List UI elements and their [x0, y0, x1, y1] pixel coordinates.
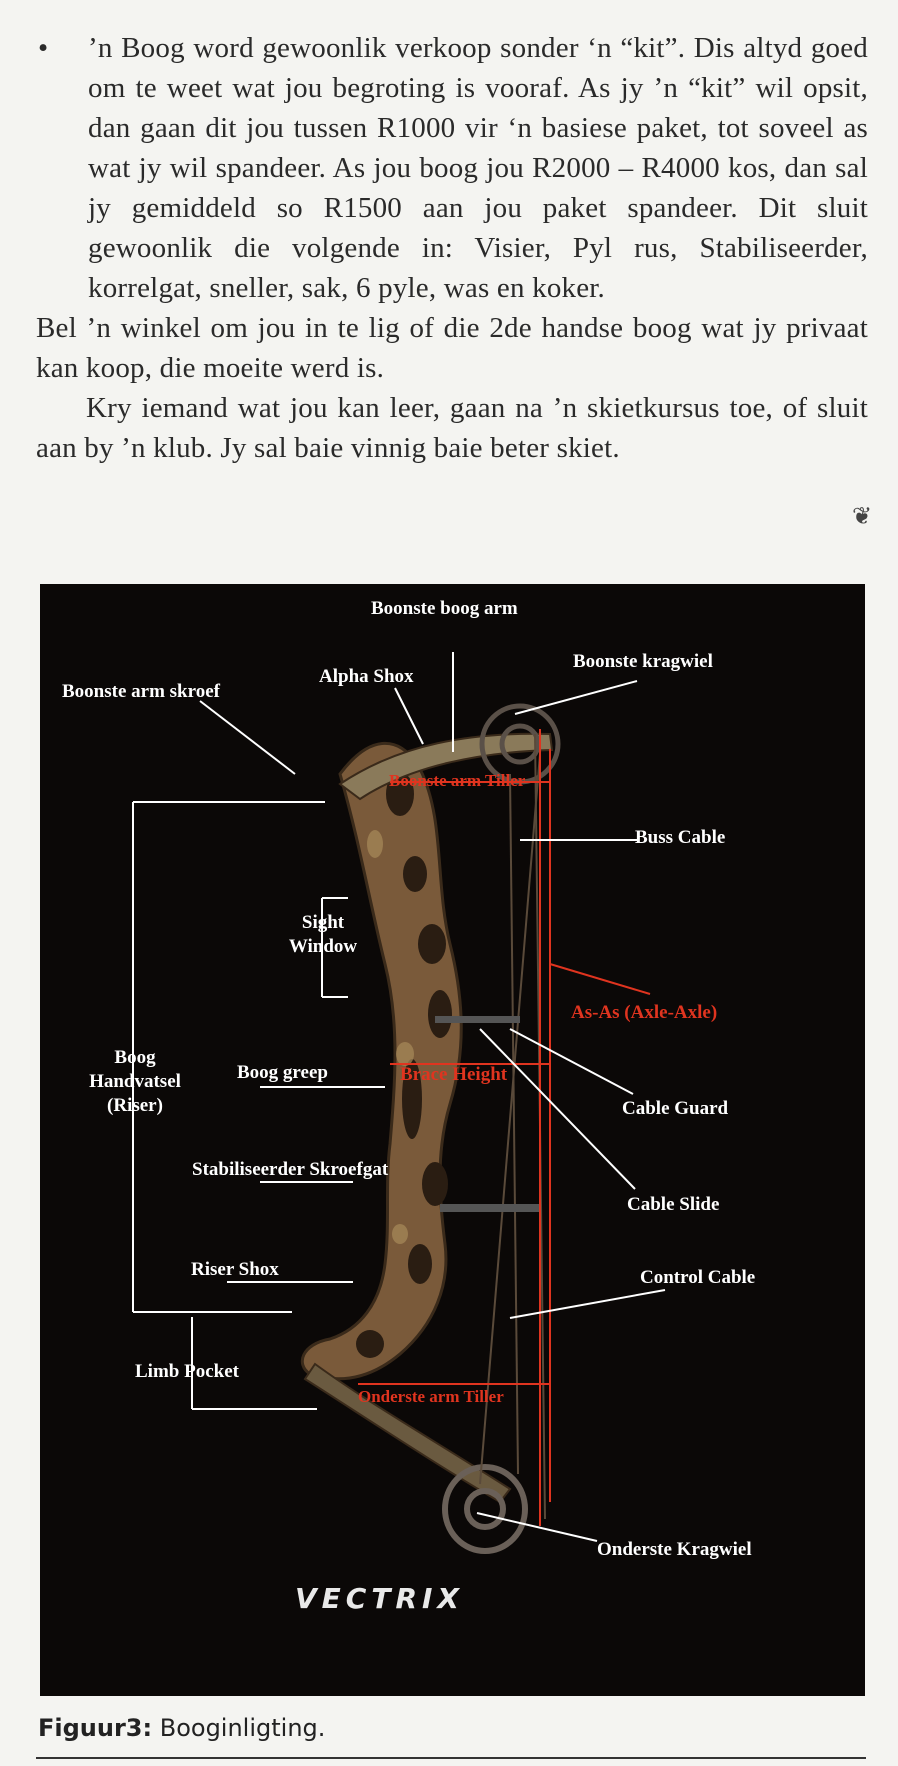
stabilizer-rod	[440, 1204, 540, 1212]
label-control-cable: Control Cable	[640, 1267, 756, 1288]
figure-caption	[38, 1714, 325, 1742]
bullet-item	[36, 28, 868, 308]
label-riser: (Riser)	[107, 1095, 163, 1116]
label-onderste-kragwiel: Onderste Kragwiel	[597, 1539, 752, 1560]
label-boonste-arm-skroef: Boonste arm skroef	[62, 681, 220, 702]
label-as-as: As-As (Axle-Axle)	[571, 1002, 718, 1023]
label-handvatsel: Handvatsel	[89, 1071, 181, 1092]
label-cable-slide: Cable Slide	[627, 1194, 720, 1215]
caption-prefix: Figuur3:	[38, 1714, 153, 1742]
label-sight: Sight	[301, 912, 345, 933]
bottom-rule	[36, 1757, 866, 1759]
label-window: Window	[288, 936, 358, 957]
label-boonste-kragwiel: Boonste kragwiel	[573, 651, 713, 672]
caption-text: Booginligting.	[152, 1714, 326, 1742]
label-riser-shox: Riser Shox	[191, 1259, 279, 1280]
label-boog-greep: Boog greep	[237, 1062, 328, 1083]
paragraph-2: Bel ’n winkel om jou in te lig of die 2de handse boog wat jy privaat kan koop, die moeite werd is.	[36, 312, 868, 384]
bow-diagram	[40, 584, 865, 1696]
body-text	[36, 28, 868, 468]
brand-logo: VECTRIX	[295, 1582, 465, 1615]
paragraph-3: Kry iemand wat jou kan leer, gaan na ’n skietkursus toe, of sluit aan by ’n klub. Jy sal baie vinnig baie beter skiet.	[36, 392, 868, 464]
label-boonste-arm-tiller: Boonste arm Tiller	[389, 771, 526, 790]
label-boonste-boog-arm: Boonste boog arm	[371, 598, 518, 619]
bullet-paragraph: ’n Boog word gewoonlik verkoop sonder ‘n “kit”. Dis altyd goed om te weet wat jou begroting is vooraf. As jy ’n “kit” wil opsit, dan gaan dit jou tussen R1000 vir ‘n basiese paket, tot soveel as wat jy wil spandeer. As jou boog jou R2000 – R4000 kos, dan sal jy gemiddeld so R1500 aan jou paket spandeer. Dit sluit gewoonlik die volgende in: Visier, Pyl rus, Stabiliseerder, korrelgat, sneller, sak, 6 pyle, was en koker.	[88, 32, 868, 304]
label-buss-cable: Buss Cable	[635, 827, 726, 848]
bullet-symbol: •	[38, 32, 49, 64]
label-boog: Boog	[114, 1047, 156, 1068]
cable-guard-rod	[435, 1016, 520, 1023]
label-cable-guard: Cable Guard	[622, 1098, 729, 1119]
label-brace-height: Brace Height	[400, 1064, 508, 1085]
bow-drawing	[40, 584, 865, 1696]
label-alpha-shox: Alpha Shox	[319, 666, 414, 687]
label-limb-pocket: Limb Pocket	[135, 1361, 239, 1382]
label-stabiliseerder-skroefgat: Stabiliseerder Skroefgat	[192, 1159, 389, 1180]
label-onderste-arm-tiller: Onderste arm Tiller	[358, 1387, 504, 1406]
end-mark-icon: ❦	[852, 504, 873, 530]
